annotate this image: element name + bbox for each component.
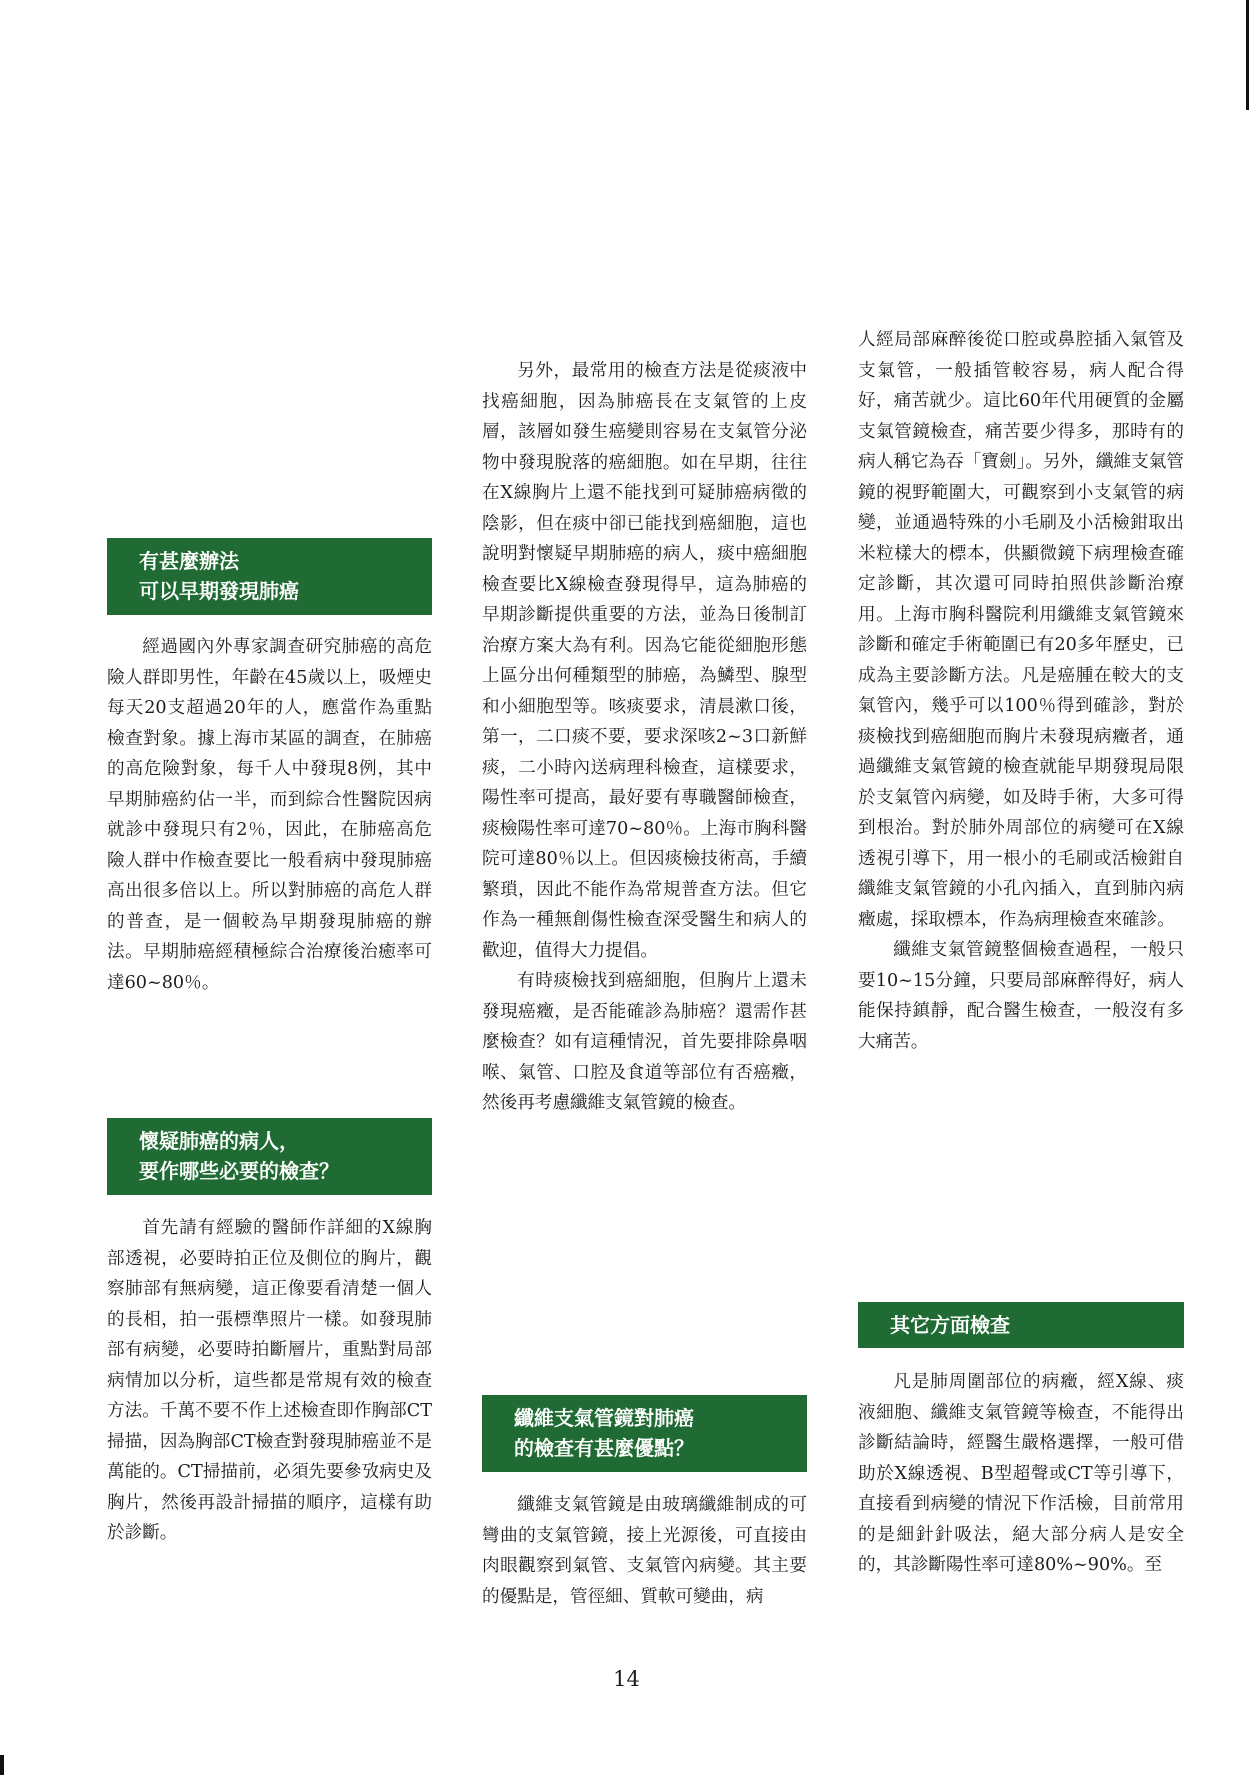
section-heading-required-exams: [107, 1118, 432, 1195]
paragraph: 有時痰檢找到癌細胞，但胸片上還未發現癌癥，是否能確診為肺癌？還需作甚麼檢查？如有這種情況，首先要排除鼻咽喉、氣管、口腔及食道等部位有否癌癥，然後再考慮纖維支氣管鏡的檢查。: [482, 971, 807, 1113]
middle-column-text-1: [482, 356, 807, 1119]
paragraph: 另外，最常用的檢查方法是從痰液中找癌細胞，因為肺癌長在支氣管的上皮層，該層如發生癌變則容易在支氣管分泌物中發現脫落的癌細胞。如在早期，往往在X線胸片上還不能找到可疑肺癌病徵的陰影，但在痰中卻已能找到癌細胞，這也說明對懷疑早期肺癌的病人，痰中癌細胞檢查要比X線檢查發現得早，這為肺癌的早期診斷提供重要的方法，並為日後制訂治療方案大為有利。因為它能從細胞形態上區分出何種類型的肺癌，為鱗型、腺型和小細胞型等。咳痰要求，清晨漱口後，第一，二口痰不要，要求深咳2~3口新鮮痰，二小時內送病理科檢查，這樣要求，陽性率可提高，最好要有專職醫師檢查，痰檢陽性率可達70~80％。上海市胸科醫院可達80％以上。但因痰檢技術高，手續繁瑣，因此不能作為常規普查方法。但它作為一種無創傷性檢查深受醫生和病人的歡迎，值得大力提倡。: [482, 361, 807, 961]
paragraph: 人經局部麻醉後從口腔或鼻腔插入氣管及支氣管，一般插管較容易，病人配合得好，痛苦就少。這比60年代用硬質的金屬支氣管鏡檢查，痛苦要少得多，那時有的病人稱它為吞「寶劍」。另外，纖維支氣管鏡的視野範圍大，可觀察到小支氣管的病變，並通過特殊的小毛刷及小活檢鉗取出米粒樣大的標本，供顯微鏡下病理檢查確定診斷，其次還可同時拍照供診斷治療用。上海市胸科醫院利用纖維支氣管鏡來診斷和確定手術範圍已有20多年歷史，已成為主要診斷方法。凡是癌腫在較大的支氣管內，幾乎可以100％得到確診，對於痰檢找到癌細胞而胸片未發現病癥者，通過纖維支氣管鏡的檢查就能早期發現局限於支氣管內病變，如及時手術，大多可得到根治。對於肺外周部位的病變可在X線透視引導下，用一根小的毛刷或活檢鉗自纖維支氣管鏡的小孔內插入，直到肺內病癥處，採取標本，作為病理檢查來確診。: [858, 330, 1184, 930]
heading-line: 要作哪些必要的檢查？: [139, 1159, 339, 1183]
scan-edge-mark: [1246, 0, 1249, 110]
right-column-text-1: [858, 325, 1184, 1057]
paragraph: 凡是肺周圍部位的病癥，經X線、痰液細胞、纖維支氣管鏡等檢查，不能得出診斷結論時，經醫生嚴格選擇，一般可借助於X線透視、B型超聲或CT等引導下，直接看到病變的情況下作活檢，目前常用的是細針針吸法，絕大部分病人是安全的，其診斷陽性率可達80%~90%。至: [858, 1372, 1184, 1575]
scan-edge-mark: [0, 1755, 4, 1775]
heading-line: 的檢查有甚麼優點？: [514, 1436, 694, 1460]
right-column-text-2: [858, 1367, 1184, 1581]
heading-line: 其它方面檢查: [890, 1313, 1010, 1337]
paragraph: 纖維支氣管鏡整個檢查過程，一般只要10~15分鐘，只要局部麻醉得好，病人能保持鎮靜，配合醫生檢查，一般沒有多大痛苦。: [858, 940, 1184, 1052]
paragraph: 經過國內外專家調查研究肺癌的高危險人群即男性，年齡在45歲以上，吸煙史每天20支超過20年的人，應當作為重點檢查對象。據上海市某區的調查，在肺癌的高危險對象，每千人中發現8例，其中早期肺癌約佔一半，而到綜合性醫院因病就診中發現只有2％，因此，在肺癌高危險人群中作檢查要比一般看病中發現肺癌高出很多倍以上。所以對肺癌的高危人群的普查，是一個較為早期發現肺癌的辦法。早期肺癌經積極綜合治療後治癒率可達60~80％。: [107, 637, 432, 993]
page-number: 14: [613, 1667, 640, 1691]
middle-column-text-2: [482, 1490, 807, 1612]
section-heading-other-exams: [858, 1302, 1184, 1348]
heading-line: 有甚麼辦法: [139, 549, 239, 573]
left-column-text-1: [107, 632, 432, 998]
left-column-text-2: [107, 1213, 432, 1549]
heading-line: 纖維支氣管鏡對肺癌: [514, 1406, 694, 1430]
section-heading-bronchoscope-advantages: [482, 1395, 807, 1472]
heading-line: 懷疑肺癌的病人，: [139, 1129, 299, 1153]
paragraph: 首先請有經驗的醫師作詳細的X線胸部透視，必要時拍正位及側位的胸片，觀察肺部有無病變，這正像要看清楚一個人的長相，拍一張標準照片一樣。如發現肺部有病變，必要時拍斷層片，重點對局部病情加以分析，這些都是常規有效的檢查方法。千萬不要不作上述檢查即作胸部CT掃描，因為胸部CT檢查對發現肺癌並不是萬能的。CT掃描前，必須先要參攷病史及胸片，然後再設計掃描的順序，這樣有助於診斷。: [107, 1218, 432, 1543]
paragraph: 纖維支氣管鏡是由玻璃纖維制成的可彎曲的支氣管鏡，接上光源後，可直接由肉眼觀察到氣管、支氣管內病變。其主要的優點是，管徑細、質軟可變曲，病: [482, 1495, 807, 1607]
heading-line: 可以早期發現肺癌: [139, 579, 299, 603]
section-heading-early-detection: [107, 538, 432, 615]
